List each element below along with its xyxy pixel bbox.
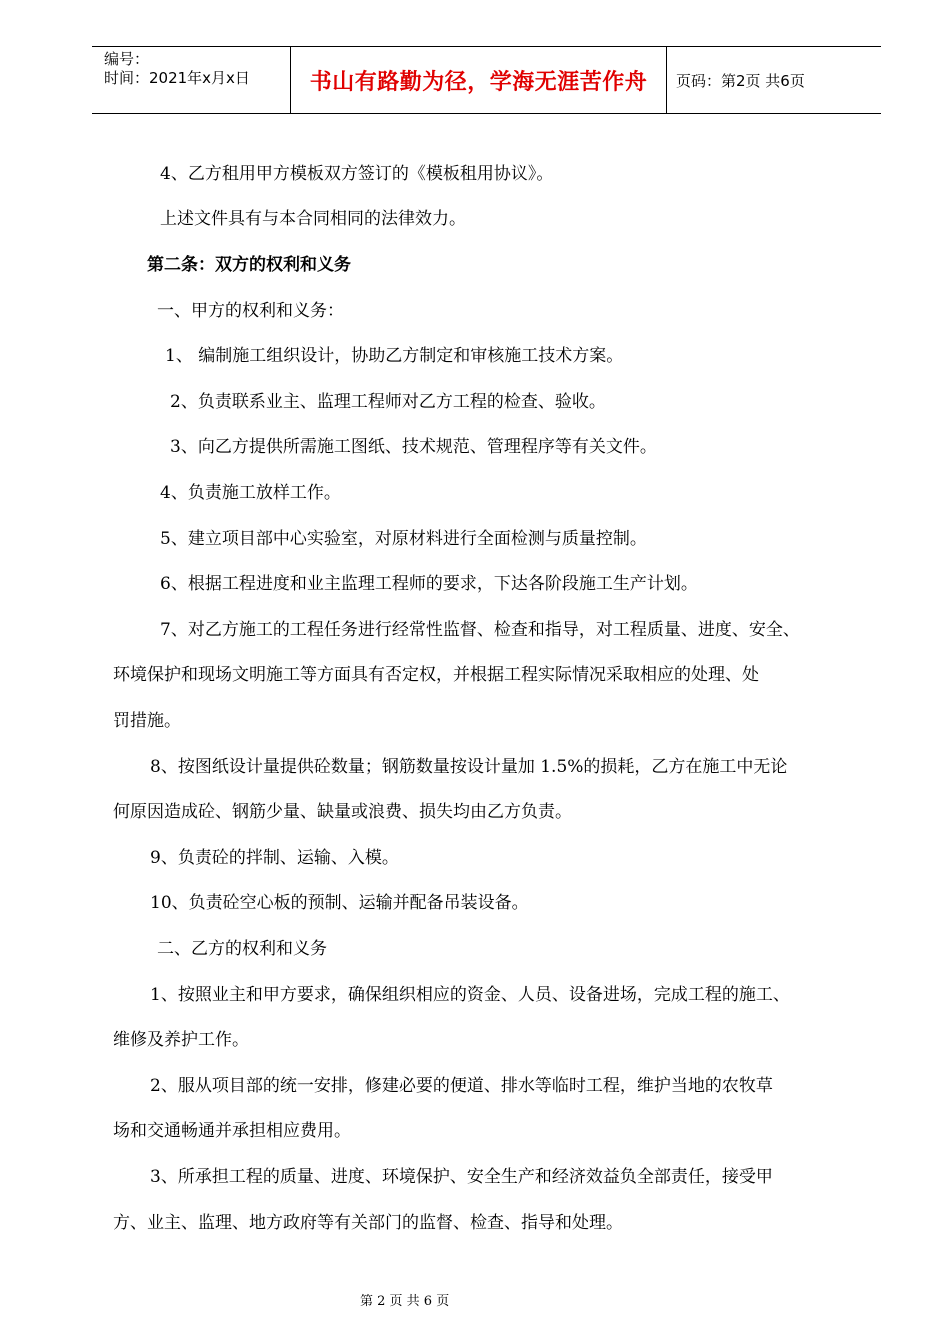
header-time-label: 时间：2021年x月x日 <box>104 69 250 87</box>
paragraph-line: 4、乙方租用甲方模板双方签订的《模板租用协议》。 <box>160 164 554 184</box>
list-item: 3、所承担工程的质量、进度、环境保护、安全生产和经济效益负全部责任，接受甲 <box>150 1167 773 1187</box>
section-heading: 第二条：双方的权利和义务 <box>147 255 351 275</box>
subsection-heading: 二、乙方的权利和义务 <box>157 939 327 959</box>
list-item: 6、根据工程进度和业主监理工程师的要求，下达各阶段施工生产计划。 <box>160 574 698 594</box>
list-item: 2、服从项目部的统一安排，修建必要的便道、排水等临时工程，维护当地的农牧草 <box>150 1076 773 1096</box>
header-number-label: 编号： <box>104 50 150 68</box>
list-item: 3、向乙方提供所需施工图纸、技术规范、管理程序等有关文件。 <box>170 437 657 457</box>
list-item: 1、按照业主和甲方要求，确保组织相应的资金、人员、设备进场，完成工程的施工、 <box>150 985 790 1005</box>
subsection-heading: 一、甲方的权利和义务： <box>157 301 344 321</box>
page-header <box>92 46 881 114</box>
list-item-continuation: 维修及养护工作。 <box>113 1030 249 1050</box>
list-item-continuation: 场和交通畅通并承担相应费用。 <box>113 1121 351 1141</box>
list-item: 8、按图纸设计量提供砼数量；钢筋数量按设计量加 1.5%的损耗，乙方在施工中无论 <box>150 757 788 777</box>
list-item: 4、负责施工放样工作。 <box>160 483 341 503</box>
list-item: 2、负责联系业主、监理工程师对乙方工程的检查、验收。 <box>170 392 606 412</box>
list-item-continuation: 环境保护和现场文明施工等方面具有否定权，并根据工程实际情况采取相应的处理、处 <box>113 665 759 685</box>
header-motto: 书山有路勤为径，学海无涯苦作舟 <box>291 47 667 113</box>
list-item-continuation: 方、业主、监理、地方政府等有关部门的监督、检查、指导和处理。 <box>113 1213 623 1233</box>
page-footer: 第 2 页 共 6 页 <box>360 1294 450 1309</box>
list-item: 5、建立项目部中心实验室，对原材料进行全面检测与质量控制。 <box>160 529 647 549</box>
header-page-label: 页码：第2页 共6页 <box>676 71 805 90</box>
list-item-continuation: 罚措施。 <box>113 711 181 731</box>
list-item: 9、负责砼的拌制、运输、入模。 <box>150 848 399 868</box>
list-item: 1、 编制施工组织设计，协助乙方制定和审核施工技术方案。 <box>165 346 624 366</box>
list-item-continuation: 何原因造成砼、钢筋少量、缺量或浪费、损失均由乙方负责。 <box>113 802 572 822</box>
header-meta <box>92 47 291 113</box>
paragraph-line: 上述文件具有与本合同相同的法律效力。 <box>160 209 466 229</box>
list-item: 7、对乙方施工的工程任务进行经常性监督、检查和指导，对工程质量、进度、安全、 <box>160 620 800 640</box>
list-item: 10、负责砼空心板的预制、运输并配备吊装设备。 <box>150 893 529 913</box>
